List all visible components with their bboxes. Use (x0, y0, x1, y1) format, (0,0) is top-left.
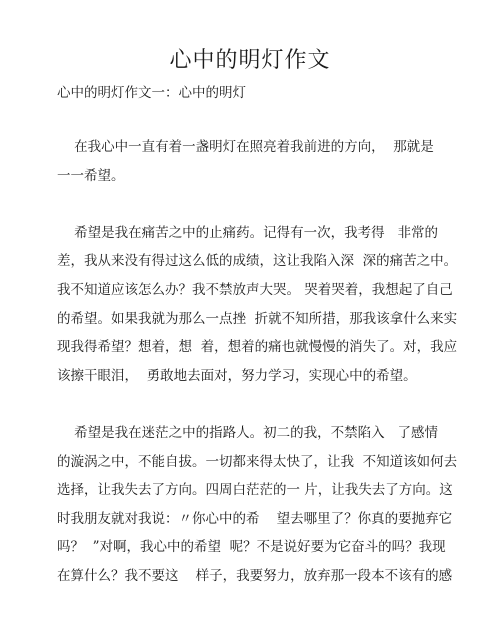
paragraph-line: 希望是我在迷茫之中的指路人。初二的我，不禁陷入 了感情 (57, 424, 439, 441)
paragraph-guide (57, 419, 457, 591)
paragraph-line: 该擦干眼泪， 勇敢地去面对，努力学习，实现心中的希望。 (57, 367, 417, 384)
paragraph-line: 在我心中一直有着一盏明灯在照亮着我前进的方向， 那就是 (57, 139, 434, 155)
paragraph-line: 的漩涡之中，不能自拔。一切都来得太快了，让我 不知道该如何去 (57, 453, 458, 470)
paragraph-line: 吗？ ”对啊，我心中的希望 呢？不是说好要为它奋斗的吗？我现 (57, 539, 446, 556)
paragraph-line: 在算什么？我不要这 样子，我要努力，放弃那一段本不该有的感 (57, 567, 453, 584)
paragraph-intro (57, 133, 457, 190)
paragraph-line: 的希望。如果我就为那么一点挫 折就不知所措，那我该拿什么来实 (57, 310, 458, 327)
document-body (57, 133, 457, 619)
paragraph-line: 选择，让我失去了方向。四周白茫茫的一 片，让我失去了方向。这 (57, 482, 453, 499)
paragraph-line: 我不知道应该怎么办？我不禁放声大哭。 哭着哭着，我想起了自己 (57, 281, 453, 298)
paragraph-pain-relief (57, 219, 457, 391)
paragraph-line: 现我得希望？想着，想 着，想着的痛也就慢慢的消失了。对，我应 (57, 339, 458, 356)
paragraph-line: 时我朋友就对我说：〃你心中的希 望去哪里了？你真的要抛弃它 (57, 510, 453, 527)
paragraph-line: 差，我从来没有得过这么低的成绩，这让我陷入深 深的痛苦之中。 (57, 253, 458, 270)
paragraph-line: 一一希望。 (57, 167, 125, 184)
document-subtitle: 心中的明灯作文一：心中的明灯 (57, 85, 246, 101)
paragraph-line: 希望是我在痛苦之中的止痛药。记得有一次，我考得 非常的 (57, 224, 439, 241)
document-title: 心中的明灯作文 (169, 48, 331, 73)
